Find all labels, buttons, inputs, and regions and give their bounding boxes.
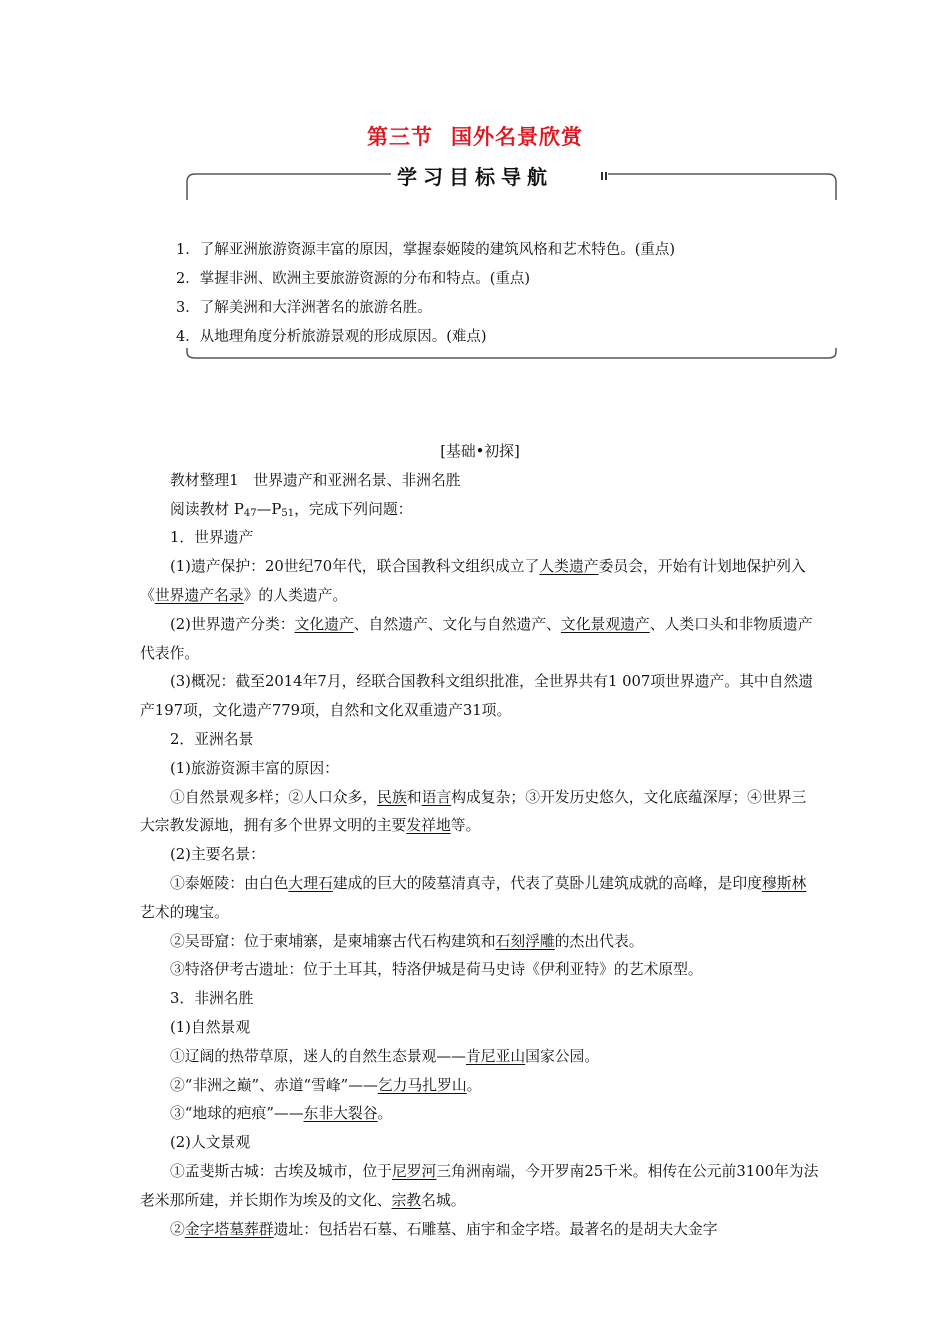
paragraph: ①自然景观多样；②人口众多，民族和语言构成复杂；③开发历史悠久，文化底蕴深厚；④世界三大宗教发源地，拥有多个世界文明的主要发祥地等。 xyxy=(140,788,807,835)
paragraph: (1)遗产保护：20世纪70年代，联合国教科文组织成立了人类遗产委员会，开始有计划地保护列入《世界遗产名录》的人类遗产。 xyxy=(140,558,806,604)
paragraph: ③“地球的疤痕”——东非大裂谷。 xyxy=(170,1105,393,1123)
objective-item: 3．了解美洲和大洋洲著名的旅游名胜。 xyxy=(176,300,432,316)
heading-asia: 2．亚洲名景 xyxy=(170,730,254,748)
objectives-banner: 学习目标导航 xyxy=(0,161,950,190)
objective-item: 2．掌握非洲、欧洲主要旅游资源的分布和特点。(重点) xyxy=(176,271,531,287)
objective-item: 1．了解亚洲旅游资源丰富的原因，掌握泰姬陵的建筑风格和艺术特色。(重点) xyxy=(176,242,676,258)
paragraph: ②“非洲之巅”、赤道“雪峰”——乞力马扎罗山。 xyxy=(170,1076,482,1094)
material-title: 教材整理1 世界遗产和亚洲名景、非洲名胜 xyxy=(170,471,461,489)
title-section-number: 第三节 xyxy=(367,125,433,149)
paragraph: (1)自然景观 xyxy=(170,1018,251,1036)
objective-item: 4．从地理角度分析旅游景观的形成原因。(难点) xyxy=(176,329,487,345)
page-title xyxy=(0,121,950,151)
paragraph: (2)世界遗产分类：文化遗产、自然遗产、文化与自然遗产、文化景观遗产、人类口头和非物质遗产代表作。 xyxy=(140,615,813,662)
paragraph: (1)旅游资源丰富的原因： xyxy=(170,759,339,777)
heading-africa: 3．非洲名胜 xyxy=(170,990,254,1008)
section-label: [基础•初探] xyxy=(440,443,520,460)
objectives-list xyxy=(176,236,675,352)
main-content xyxy=(140,438,820,1244)
paragraph: ①孟斐斯古城：古埃及城市，位于尼罗河三角洲南端，今开罗南25千米。相传在公元前3100年为法老米那所建，并长期作为埃及的文化、宗教名城。 xyxy=(140,1162,819,1209)
paragraph: (2)主要名景： xyxy=(170,846,265,864)
paragraph: ①辽阔的热带草原，迷人的自然生态景观——肯尼亚山国家公园。 xyxy=(170,1047,600,1065)
paragraph: ②吴哥窟：位于柬埔寨，是柬埔寨古代石构建筑和石刻浮雕的杰出代表。 xyxy=(170,932,644,950)
title-text: 国外名景欣赏 xyxy=(451,125,583,149)
paragraph: ③特洛伊考古遗址：位于土耳其，特洛伊城是荷马史诗《伊利亚特》的艺术原型。 xyxy=(170,961,703,979)
paragraph: (3)概况：截至2014年7月，经联合国教科文组织批准，全世界共有1 007项世界遗产。其中自然遗产197项，文化遗产779项，自然和文化双重遗产31项。 xyxy=(140,673,814,720)
reading-instruction: 阅读教材 $P_{47}—P_{51}$，完成下列问题： xyxy=(170,500,413,519)
paragraph: ②金字塔墓葬群遗址：包括岩石墓、石雕墓、庙宇和金字塔。最著名的是胡夫大金字 xyxy=(170,1220,718,1238)
heading-world-heritage: 1．世界遗产 xyxy=(170,529,254,547)
paragraph: ①泰姬陵：由白色大理石建成的巨大的陵墓清真寺，代表了莫卧儿建筑成就的高峰，是印度穆斯林艺术的瑰宝。 xyxy=(140,874,807,921)
paragraph: (2)人文景观 xyxy=(170,1134,251,1152)
